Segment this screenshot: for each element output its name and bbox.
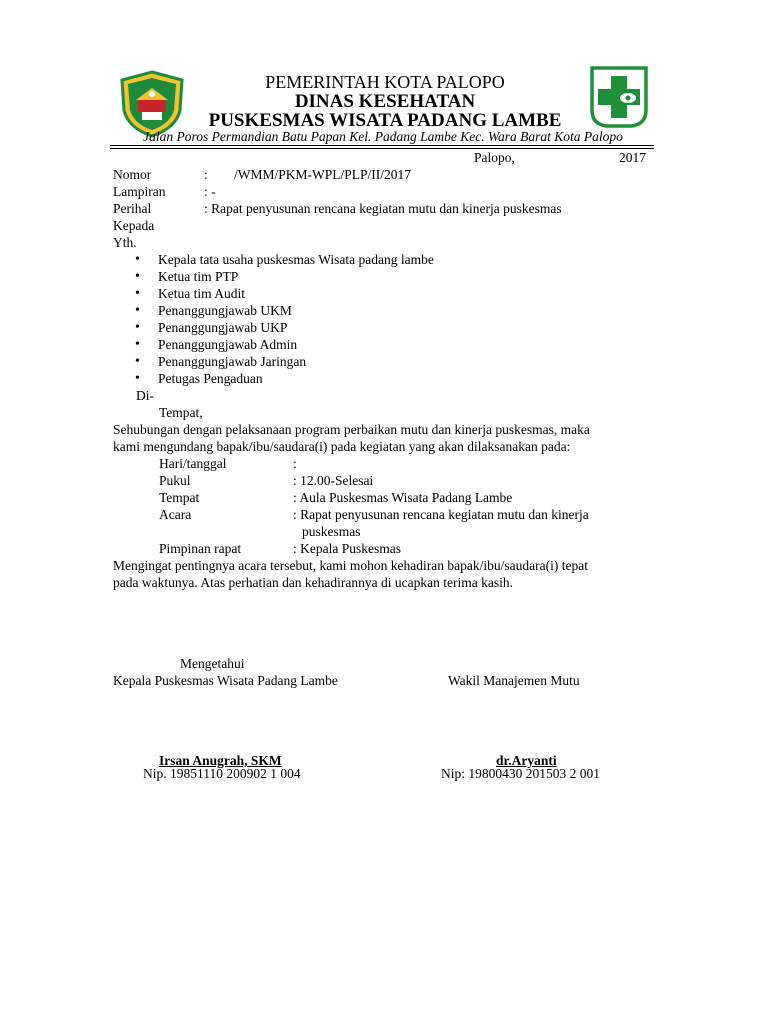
di-label: Di- xyxy=(136,388,154,403)
header-divider xyxy=(110,145,654,146)
left-signatory-nip: Nip. 19851110 200902 1 004 xyxy=(143,766,301,781)
mengetahui-label: Mengetahui xyxy=(180,656,245,671)
right-signatory-title: Wakil Manajemen Mutu xyxy=(448,673,580,688)
left-signatory-name: Irsan Anugrah, SKM xyxy=(159,753,282,768)
perihal-value: : Rapat penyusunan rencana kegiatan mutu dan kinerja puskesmas xyxy=(204,201,562,216)
kepada-label: Kepada xyxy=(113,218,155,233)
recipient-list xyxy=(135,251,434,387)
lampiran-label: Lampiran xyxy=(113,184,166,199)
header-puskesmas-line: PUSKESMAS WISATA PADANG LAMBE xyxy=(208,110,562,131)
list-item: • Penanggungjawab Admin xyxy=(135,336,434,353)
perihal-label: Perihal xyxy=(113,201,152,216)
date-city: Palopo, xyxy=(474,150,515,165)
detail-label-acara: Acara xyxy=(159,507,192,522)
list-item: • Ketua tim PTP xyxy=(135,268,434,285)
detail-value-acara: : Rapat penyusunan rencana kegiatan mutu dan kinerja xyxy=(293,507,589,522)
detail-label-hari: Hari/tanggal xyxy=(159,456,227,471)
list-item: • Ketua tim Audit xyxy=(135,285,434,302)
intro-line-2: kami mengundang bapak/ibu/saudara(i) pada kegiatan yang akan dilaksanakan pada: xyxy=(113,439,571,454)
list-item: • Penanggungjawab UKM xyxy=(135,302,434,319)
header-department-line: DINAS KESEHATAN xyxy=(294,91,476,112)
nomor-sep: : xyxy=(204,167,208,182)
detail-value-hari: : xyxy=(293,456,297,471)
detail-label-pukul: Pukul xyxy=(159,473,191,488)
list-item: • Kepala tata usaha puskesmas Wisata padang lambe xyxy=(135,251,434,268)
list-item: • Petugas Pengaduan xyxy=(135,370,434,387)
detail-value-pimpinan: : Kepala Puskesmas xyxy=(293,541,401,556)
header-divider-thin xyxy=(110,148,654,149)
tempat-label: Tempat, xyxy=(159,405,203,420)
detail-value-tempat: : Aula Puskesmas Wisata Padang Lambe xyxy=(293,490,513,505)
detail-value-pukul: : 12.00-Selesai xyxy=(293,473,374,488)
intro-line-1: Sehubungan dengan pelaksanaan program perbaikan mutu dan kinerja puskesmas, maka xyxy=(113,422,590,437)
right-signatory-nip: Nip: 19800430 201503 2 001 xyxy=(441,766,601,781)
left-signatory-title: Kepala Puskesmas Wisata Padang Lambe xyxy=(113,673,338,688)
header-government-line: PEMERINTAH KOTA PALOPO xyxy=(265,72,505,92)
detail-value-acara-cont: puskesmas xyxy=(302,524,361,539)
right-signatory-name: dr.Aryanti xyxy=(496,753,557,768)
list-item: • Penanggungjawab UKP xyxy=(135,319,434,336)
detail-label-pimpinan: Pimpinan rapat xyxy=(159,541,242,556)
header-address: Jalan Poros Permandian Batu Papan Kel. Padang Lambe Kec. Wara Barat Kota Palopo xyxy=(143,129,623,144)
nomor-value: /WMM/PKM-WPL/PLP/II/2017 xyxy=(234,167,412,182)
closing-line-2: pada waktunya. Atas perhatian dan kehadirannya di ucapkan terima kasih. xyxy=(113,575,513,590)
nomor-label: Nomor xyxy=(113,167,152,182)
lampiran-value: : - xyxy=(204,184,216,199)
list-item: • Penanggungjawab Jaringan xyxy=(135,353,434,370)
date-year: 2017 xyxy=(619,150,646,165)
yth-label: Yth. xyxy=(113,235,137,250)
detail-label-tempat: Tempat xyxy=(159,490,200,505)
health-cross-icon xyxy=(584,62,654,132)
closing-line-1: Mengingat pentingnya acara tersebut, kami mohon kehadiran bapak/ibu/saudara(i) tepat xyxy=(113,558,588,573)
